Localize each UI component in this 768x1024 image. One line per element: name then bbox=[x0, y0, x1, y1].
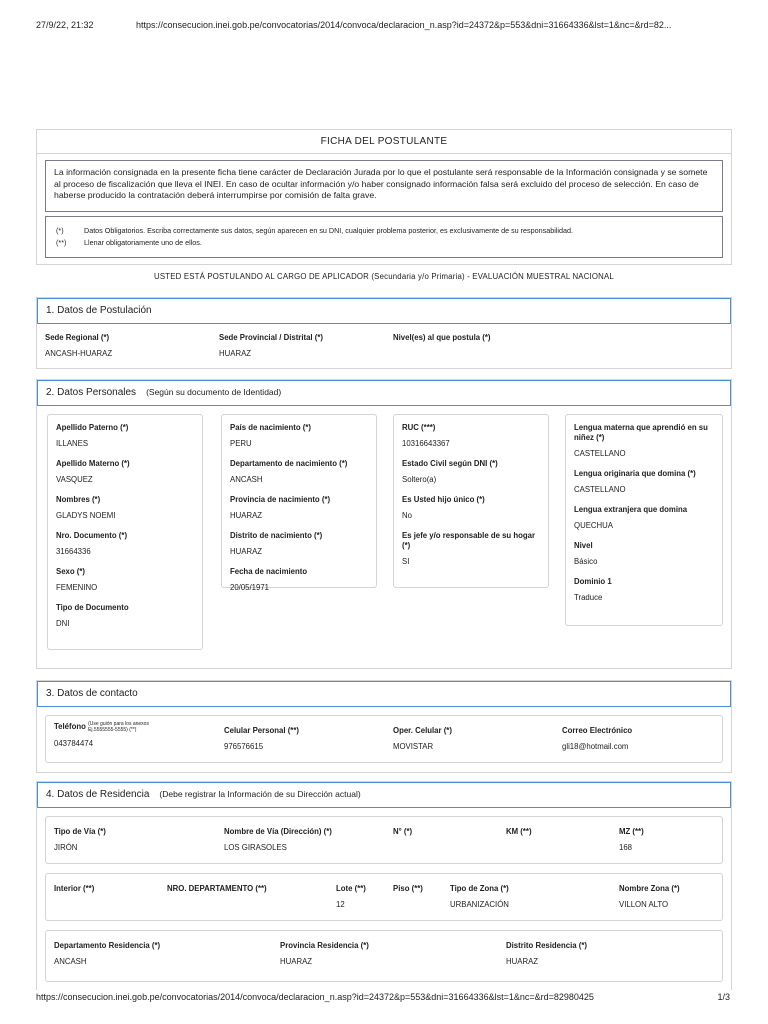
field-label: Nro. Documento (*) bbox=[56, 531, 128, 540]
oblig-text-2: Llenar obligatoriamente uno de ellos. bbox=[84, 237, 202, 247]
field-label: Nivel bbox=[574, 541, 593, 550]
sede-regional-value: ANCASH-HUARAZ bbox=[45, 349, 113, 358]
cargo-heading: USTED ESTÁ POSTULANDO AL CARGO DE APLICADOR (Secundaria y/o Primaria) - EVALUACIÓN MUESTRAL NACIONAL bbox=[154, 272, 614, 281]
field-value: HUARAZ bbox=[230, 511, 263, 520]
personal-card-2 bbox=[221, 414, 377, 592]
print-header bbox=[36, 20, 672, 30]
section-subtitle: (Según su documento de Identidad) bbox=[146, 387, 282, 397]
personal-card-1 bbox=[47, 414, 203, 650]
field bbox=[230, 423, 368, 449]
section-subtitle: (Debe registrar la Información de su Dirección actual) bbox=[159, 789, 361, 799]
section-title: 1. Datos de Postulación bbox=[37, 298, 731, 324]
field bbox=[574, 577, 714, 603]
field-label: País de nacimiento (*) bbox=[230, 423, 312, 432]
page-number: 1/3 bbox=[717, 992, 730, 1002]
oblig-mark-1: (*) bbox=[56, 226, 64, 235]
field-label: RUC (***) bbox=[402, 423, 436, 432]
tipo-zona-label: Tipo de Zona (*) bbox=[450, 884, 509, 893]
correo-value: gli18@hotmail.com bbox=[562, 742, 629, 751]
residence-card-1 bbox=[45, 816, 723, 864]
field-value: ANCASH bbox=[230, 475, 263, 484]
field-label: Tipo de Documento bbox=[56, 603, 129, 612]
field-value: ILLANES bbox=[56, 439, 89, 448]
field-value: HUARAZ bbox=[230, 547, 263, 556]
contact-card bbox=[45, 715, 723, 763]
field-label: Estado Civil según DNI (*) bbox=[402, 459, 498, 468]
field-label: Apellido Paterno (*) bbox=[56, 423, 129, 432]
field-label: Provincia de nacimiento (*) bbox=[230, 495, 331, 504]
section-header bbox=[37, 380, 731, 406]
field-value: SI bbox=[402, 557, 410, 566]
mz-value: 168 bbox=[619, 843, 633, 852]
field-value: 10316643367 bbox=[402, 439, 450, 448]
nombre-zona-label: Nombre Zona (*) bbox=[619, 884, 680, 893]
ficha-title: FICHA DEL POSTULANTE bbox=[320, 136, 448, 147]
personal-card-4 bbox=[565, 414, 723, 626]
field-label: Sexo (*) bbox=[56, 567, 86, 576]
depto-res-value: ANCASH bbox=[54, 957, 87, 966]
celular-value: 976576615 bbox=[224, 742, 264, 751]
operador-label: Oper. Celular (*) bbox=[393, 726, 452, 735]
depto-res-label: Departamento Residencia (*) bbox=[54, 941, 161, 950]
field bbox=[230, 567, 368, 593]
nombre-via-label: Nombre de Vía (Dirección) (*) bbox=[224, 827, 332, 836]
tipo-zona-value: URBANIZACIÓN bbox=[450, 900, 509, 909]
sede-provincial-label: Sede Provincial / Distrital (*) bbox=[219, 333, 323, 342]
field-value: 31664336 bbox=[56, 547, 91, 556]
nivel-label: Nivel(es) al que postula (*) bbox=[393, 333, 491, 342]
dist-res-value: HUARAZ bbox=[506, 957, 539, 966]
field-value: GLADYS NOEMI bbox=[56, 511, 116, 520]
print-url: https://consecucion.inei.gob.pe/convocatorias/2014/convoca/declaracion_n.asp?id=24372&p=553&dni=31664336&lst=1&nc=&rd=82... bbox=[136, 20, 672, 30]
sede-regional-label: Sede Regional (*) bbox=[45, 333, 110, 342]
prov-res-label: Provincia Residencia (*) bbox=[280, 941, 369, 950]
field-value: DNI bbox=[56, 619, 70, 628]
field-value: CASTELLANO bbox=[574, 485, 626, 494]
field-label: Lengua originaria que domina (*) bbox=[574, 469, 696, 478]
obligatory-note-box bbox=[45, 216, 723, 258]
field bbox=[56, 531, 194, 557]
section-title: 2. Datos Personales bbox=[46, 387, 137, 398]
print-datetime: 27/9/22, 21:32 bbox=[36, 20, 94, 30]
field bbox=[56, 567, 194, 593]
interior-label: Interior (**) bbox=[54, 884, 95, 893]
prov-res-value: HUARAZ bbox=[280, 957, 313, 966]
divider bbox=[37, 153, 731, 154]
field bbox=[230, 495, 368, 521]
tipo-via-value: JIRÓN bbox=[54, 843, 78, 852]
field-value: QUECHUA bbox=[574, 521, 613, 530]
nro-depto-label: NRO. DEPARTAMENTO (**) bbox=[167, 884, 267, 893]
field bbox=[56, 423, 194, 449]
km-label: KM (**) bbox=[506, 827, 532, 836]
section-postulacion bbox=[36, 297, 732, 369]
oblig-text-1: Datos Obligatorios. Escriba correctamente sus datos, según aparecen en su DNI, cualquier problema posterior, es exclusivamente de su responsabilidad. bbox=[84, 226, 574, 235]
field-label: Es Usted hijo único (*) bbox=[402, 495, 485, 504]
field bbox=[574, 423, 714, 459]
tipo-via-label: Tipo de Vía (*) bbox=[54, 827, 106, 836]
field-value: Soltero(a) bbox=[402, 475, 437, 484]
operador-value: MOVISTAR bbox=[393, 742, 434, 751]
sede-provincial-value: HUARAZ bbox=[219, 349, 252, 358]
section-contacto bbox=[36, 680, 732, 773]
dist-res-label: Distrito Residencia (*) bbox=[506, 941, 588, 950]
field-label: Es jefe y/o responsable de su hogar (*) bbox=[402, 531, 536, 550]
field bbox=[230, 531, 368, 557]
ficha-box bbox=[36, 129, 732, 265]
field-value: VASQUEZ bbox=[56, 475, 93, 484]
field-value: 20/05/1971 bbox=[230, 583, 270, 592]
field-label: Fecha de nacimiento bbox=[230, 567, 308, 576]
field bbox=[402, 495, 540, 521]
field-label: Nombres (*) bbox=[56, 495, 101, 504]
correo-label: Correo Electrónico bbox=[562, 726, 633, 735]
nombre-via-value: LOS GIRASOLES bbox=[224, 843, 287, 852]
print-footer bbox=[36, 992, 730, 1002]
field-label: Apellido Materno (*) bbox=[56, 459, 130, 468]
lote-value: 12 bbox=[336, 900, 345, 909]
field-value: No bbox=[402, 511, 412, 520]
field-value: Traduce bbox=[574, 593, 603, 602]
field bbox=[574, 505, 714, 531]
oblig-mark-2: (**) bbox=[56, 237, 67, 247]
nombre-zona-value: VILLON ALTO bbox=[619, 900, 669, 909]
field bbox=[402, 423, 540, 449]
field-value: CASTELLANO bbox=[574, 449, 626, 458]
residence-card-3 bbox=[45, 930, 723, 982]
personal-card-3 bbox=[393, 414, 549, 588]
telefono-value: 043784474 bbox=[54, 739, 94, 748]
piso-label: Piso (**) bbox=[393, 884, 423, 893]
field-label: Departamento de nacimiento (*) bbox=[230, 459, 348, 468]
telefono-label-row bbox=[54, 722, 176, 733]
residence-card-2 bbox=[45, 873, 723, 921]
field-value: FEMENINO bbox=[56, 583, 98, 592]
telefono-note: (Use guión para los anexos Ej.5555555-5555) (**) bbox=[88, 721, 149, 733]
section-header bbox=[37, 782, 731, 808]
section-title: 3. Datos de contacto bbox=[37, 681, 731, 707]
field-value: Básico bbox=[574, 557, 598, 566]
telefono-label: Teléfono bbox=[54, 722, 86, 731]
section-title: 4. Datos de Residencia bbox=[46, 789, 150, 800]
mz-label: MZ (**) bbox=[619, 827, 644, 836]
field bbox=[574, 541, 714, 567]
footer-url: https://consecucion.inei.gob.pe/convocatorias/2014/convoca/declaracion_n.asp?id=24372&p=553&dni=31664336&lst=1&nc=&rd=82980425 bbox=[36, 992, 594, 1002]
celular-label: Celular Personal (**) bbox=[224, 726, 299, 735]
field bbox=[402, 531, 540, 567]
field-label: Lengua extranjera que domina bbox=[574, 505, 688, 514]
field bbox=[56, 459, 194, 485]
field bbox=[230, 459, 368, 485]
section-residencia bbox=[36, 781, 732, 990]
lote-label: Lote (**) bbox=[336, 884, 366, 893]
field bbox=[56, 495, 194, 521]
field-label: Distrito de nacimiento (*) bbox=[230, 531, 323, 540]
numero-label: N° (*) bbox=[393, 827, 413, 836]
field bbox=[574, 469, 714, 495]
section-personales bbox=[36, 379, 732, 669]
field-label: Lengua materna que aprendió en su niñez (*) bbox=[574, 423, 708, 442]
declaration-text: La información consignada en la presente ficha tiene carácter de Declaración Jurada por lo que el postulante será responsable de la Información consignada y se somete al proceso de fiscalización que lleva el INEI. En caso de ocultar información y/o haber consignado información falsa será excluido del proceso de selección. En caso de haberse producido la contratación deberá interrumpirse por comisión de falta grave. bbox=[45, 160, 723, 212]
field bbox=[402, 459, 540, 485]
field bbox=[56, 603, 194, 629]
field-label: Dominio 1 bbox=[574, 577, 612, 586]
field-value: PERU bbox=[230, 439, 252, 448]
